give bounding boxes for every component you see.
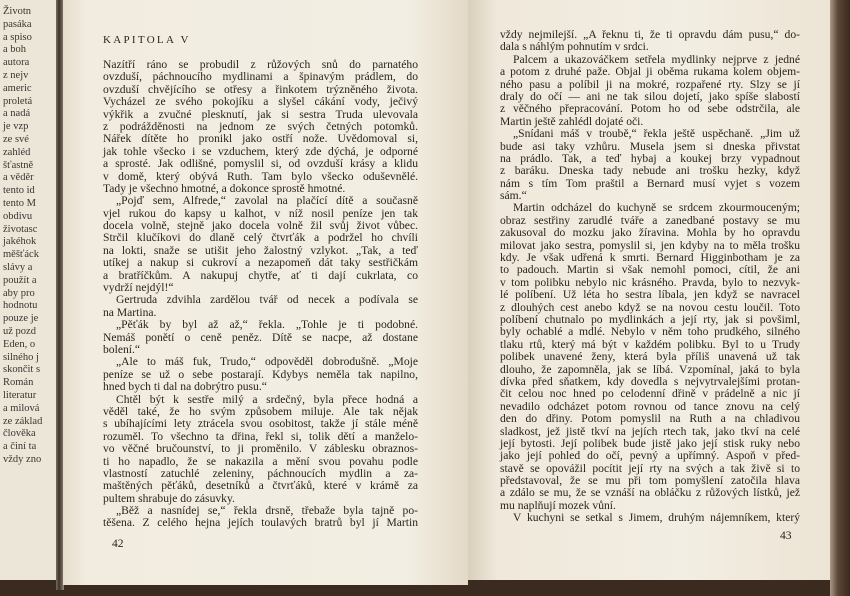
right-page xyxy=(468,0,830,580)
flap-text-line: obdivu xyxy=(3,210,33,222)
flap-text-line: jakéhok xyxy=(3,236,37,248)
text-line: představoval, že se mu při tom pomyšlení zatočila hlava xyxy=(500,474,800,488)
text-line: den do dřiny. Potom pomyslil na Ruth a na chladivou xyxy=(500,412,800,426)
text-line: rozuměl. To všechno ta dřina, řekl si, tolik dětí a manželo- xyxy=(103,429,418,443)
flap-text-line: šťastně xyxy=(3,159,34,171)
text-line: a zdálo se mu, že se vznáší na obláčku z růžových lístků, jež xyxy=(500,486,800,500)
paragraph xyxy=(103,195,418,294)
left-page-text xyxy=(103,59,418,530)
chapter-heading: KAPITOLA V xyxy=(103,34,191,46)
flap-text-line: Román xyxy=(3,377,34,389)
flap-text-line: ze základ xyxy=(3,415,43,427)
text-line: z podrážděnosti na jednom ze svých četných potomků. xyxy=(103,119,418,133)
text-line: s ubíhajícími lety ztrácela svou osobitost, takže jí stále méně xyxy=(103,417,418,431)
text-line: na prádlo. Tak, a teď hybaj a koukej brzy vypadnout xyxy=(500,151,800,165)
flap-text-line: už pozd xyxy=(3,326,36,337)
flap-text-line: a milová xyxy=(3,402,40,414)
text-line: věděl také, že ho svým způsobem miluje. Ale tak nějak xyxy=(103,404,418,418)
text-line: Nazítří ráno se probudil z růžových snů do parnatého xyxy=(103,58,418,71)
flap-text-line: slávy a xyxy=(3,262,33,273)
paragraph xyxy=(103,59,418,195)
paragraph xyxy=(500,128,800,202)
text-line: výkřik a zvučné plesknutí, jak si sestra Truda ulevovala xyxy=(103,107,418,121)
text-line: peníze se už o sebe postarají. Kdybys neměla tak napilno, xyxy=(103,367,418,381)
paragraph xyxy=(103,394,418,506)
text-line: čit celou noc hned po celodenní dřině v prádelně a nic jí xyxy=(500,387,800,401)
flap-text-line: literatur xyxy=(3,390,37,401)
text-line: ovzduší chvějícího se otřesy a řinkotem trýzněného života. xyxy=(103,82,418,96)
text-line: ného pasu a políbil ji na mokré, rozpařené rty. Slzy se jí xyxy=(500,77,800,91)
flap-text-line: proletá xyxy=(3,95,33,107)
text-line: dala s náhlým pohnutím v srdci. xyxy=(500,40,649,54)
text-line: vždy nejmilejší. „A řeknu ti, že ti opravdu dám pusu,“ do- xyxy=(500,28,800,41)
book-cover-edge xyxy=(830,0,850,596)
text-line: Martin ještě zahlédl dojaté oči. xyxy=(500,114,644,128)
paragraph xyxy=(500,512,800,524)
flap-text-line: aby pro xyxy=(3,287,35,299)
text-line: vydrží nejdýl!“ xyxy=(103,281,174,295)
text-line: mu naplňují mozek vůní. xyxy=(500,498,616,512)
flap-text-line: a spiso xyxy=(3,31,32,43)
text-line: bude asi taky vzhůru. Musela jsem si dneska přivstat xyxy=(500,139,800,153)
text-line: Strčil klučíkovi do dlaně celý čtvrťák a podržel ho chvíli xyxy=(103,231,418,245)
flap-text-line: skončit s xyxy=(3,364,41,376)
left-page xyxy=(63,0,468,585)
text-line: nám s tím Tom praštil a Bernard musí vyjet s vozem xyxy=(500,176,800,190)
text-line: vjel rukou do kapsy u kalhot, v níž nosil peníze jen tak xyxy=(103,206,418,220)
page-number-left: 42 xyxy=(112,537,124,550)
text-line: Nemáš ponětí o ceně peněz. Dítě se nacpe, až dostane xyxy=(103,330,418,344)
text-line: ovzduší, páchnoucího mydlinami a špinavým prádlem, do xyxy=(103,70,418,84)
text-line: nevadilo odcházet potom rovnou od tance znovu na celý xyxy=(500,399,800,413)
text-line: obraz sestřiny zarudlé tváře a zanedbané postavy se mu xyxy=(500,213,800,227)
flap-text-line: pasáka xyxy=(3,18,32,30)
text-line: ti ho napadlo, že se nakazila a mění svou povahu podle xyxy=(103,454,418,468)
flap-text-line: tento id xyxy=(3,185,35,197)
flap-text-line: silného j xyxy=(3,351,39,363)
text-line: to padouch. Martin si však nemohl pomoci, cítil, že ani xyxy=(500,263,800,277)
flap-text-line: životasc xyxy=(3,223,38,235)
text-line: tlaku rtů, který má být v každém polibku. Byl to u Trudy xyxy=(500,337,800,351)
paragraph xyxy=(103,505,418,530)
text-line: „Pěťák by byl až až,“ řekla. „Tohle je ti podobné. xyxy=(116,318,418,332)
flap-text-line: autora xyxy=(3,57,30,69)
flap-text-line: americ xyxy=(3,82,32,94)
flap-text-line: ze své xyxy=(3,134,29,145)
text-line: na Martina. xyxy=(103,305,157,319)
paragraph xyxy=(103,356,418,393)
text-line: Palcem a ukazováčkem setřela mydlinky nejprve z jedné xyxy=(513,52,800,66)
text-line: z věčného přepracování. Potom ho od sebe odstrčila, ale xyxy=(500,102,800,116)
flap-text-line: Eden, o xyxy=(3,338,36,350)
flap-text-line: vždy zno xyxy=(3,454,42,465)
paragraph xyxy=(103,319,418,356)
text-line: dlouho, že zapomněla, jak se líbá. Vzpomínal, jaká to byla xyxy=(500,362,800,376)
flap-text-line: je vzp xyxy=(3,121,29,133)
text-line: z dlouhých cest anebo když se na novou cestu loučil. Toto xyxy=(500,300,800,314)
flap-text-line: tento M xyxy=(3,198,36,209)
text-line: a potom z druhé paže. Objal ji oběma rukama kolem objem- xyxy=(500,65,800,79)
text-line: Nářek dítěte ho pronikl jako ostří nože. Uvědomoval si, xyxy=(103,132,418,146)
text-line: milovat jako sestra, pomyslil si, jen kdyby na to měla trošku xyxy=(500,238,800,252)
paragraph xyxy=(500,202,800,512)
text-line: a sprosté. Jak odlišné, pomyslil si, od ovzduší krásy a klidu xyxy=(103,157,418,171)
flap-text-line: použít a xyxy=(3,274,37,286)
text-line: „Pojď sem, Alfrede,“ zavolal na plačící dítě a současně xyxy=(116,194,418,208)
text-line: V kuchyni se setkal s Jimem, druhým nájemníkem, který xyxy=(513,511,800,525)
adjacent-page-flap xyxy=(0,0,60,580)
text-line: utíkej a nakup si cukroví a nezapomeň dát taky sestřičkám xyxy=(103,256,418,270)
flap-text-line: měšťáck xyxy=(3,249,39,261)
text-line: políbení chutnalo po mydlinkách a její rty, jak si povšiml, xyxy=(500,312,800,326)
text-line: „Snídani máš v troubě,“ řekla ještě uspěchaně. „Jim už xyxy=(513,127,800,141)
text-line: Vycházel ze svého pokojíku a slyšel cákání vody, ječivý xyxy=(103,95,418,109)
text-line: Tady je všechno hmotné, a dokonce sprostě hmotné. xyxy=(103,181,346,195)
text-line: „Běž a nasnídej se,“ řekla drsně, třebaže byla tajně po- xyxy=(116,504,418,518)
right-page-text xyxy=(500,29,800,525)
text-line: její bytosti. Její polibek bude jistě jako její stisk ruky nebo xyxy=(500,436,800,450)
text-line: sladkost, jež jistě tkví na jejích rtech tak, jako tkví na celé xyxy=(500,424,800,438)
text-line: pultem shrabuje do zásuvky. xyxy=(103,491,235,505)
text-line: v tom polibku nebylo nic krásného. Pravda, bylo to nezvyk- xyxy=(500,275,800,289)
flap-text-line: a činí ta xyxy=(3,441,37,453)
text-line: draly do očí — ani ne tak silou dojetí, jako spíše slabostí xyxy=(500,89,800,103)
flap-text-line: a boh xyxy=(3,44,27,56)
page-number-right: 43 xyxy=(780,529,792,542)
flap-text-line: z nejv xyxy=(3,70,29,81)
text-line: polibek unavené ženy, která byla příliš unavená už tak xyxy=(500,350,800,364)
text-line: maštěných pěťáků, desetníků a čtvrťáků, které v krámě za xyxy=(103,479,418,493)
flap-text-line: zahléd xyxy=(3,146,31,158)
text-line: Gertruda zdvihla zardělou tvář od necek a podívala se xyxy=(116,293,418,307)
paragraph xyxy=(103,294,418,319)
text-line: stavě se opovážil pocítit její rty na svých a tak živě si to xyxy=(500,461,800,475)
paragraph xyxy=(500,29,800,54)
flap-text-line: a nadá xyxy=(3,108,31,120)
text-line: a bratříčkům. A nakupuj chytře, ať ti dají cukrlata, co xyxy=(103,268,418,282)
flap-text-line: člověka xyxy=(3,428,36,440)
text-line: jak tohle všecko i se vzduchem, který zde dýchá, je odporné xyxy=(103,144,418,158)
text-line: sám.“ xyxy=(500,189,527,203)
text-line: v domě, který obývá Ruth. Tam bylo všecko oduševnělé. xyxy=(103,169,418,183)
text-line: zakusoval do mozku jako žíravina. Mohla by ho opravdu xyxy=(500,226,800,240)
text-line: na lokti, snaže se utišit jeho žalostný vzlykot. „Tak, a teď xyxy=(103,243,418,257)
text-line: lé políbení. Už léta ho sestra líbala, jen když se navracel xyxy=(500,288,800,302)
text-line: těšena. Z celého hejna jejích toulavých bratrů byl jí Martin xyxy=(103,516,418,530)
text-line: vo věčné bručounství, to ji proměnilo. V záblesku obraznos- xyxy=(103,442,418,456)
paragraph xyxy=(500,54,800,128)
flap-text-line: pouze je xyxy=(3,313,39,325)
text-line: bolení.“ xyxy=(103,342,141,356)
text-line: Chtěl být k sestře milý a srdečný, byla přece hodná a xyxy=(116,392,418,406)
text-line: Martin odcházel do kuchyně se srdcem zkourmouceným; xyxy=(513,201,800,215)
flap-text-line: Životn xyxy=(3,6,31,17)
text-line: kdy. Je však udřená k smrti. Bernard Higginbotham je za xyxy=(500,251,800,265)
text-line: dívka před sňatkem, kdy dovedla s nejvytrvalejšími protan- xyxy=(500,374,800,388)
text-line: z baráku. Dneska tady nebude ani trošku hezky, když xyxy=(500,164,800,178)
flap-text-line: hodnotu xyxy=(3,300,38,312)
text-line: jako její pohled do očí, pevný a upřímný. Aspoň v před- xyxy=(500,449,800,463)
text-line: vlastností zatuchlé zeleniny, páchnoucích mydlin a za- xyxy=(103,466,418,480)
text-line: „Ale to máš fuk, Trudo,“ odpověděl dobrodušně. „Moje xyxy=(116,355,418,369)
text-line: docela volně, stejně jako docela volně žil svůj život vůbec. xyxy=(103,219,418,233)
text-line: byly ochablé a mdlé. Nebylo v něm toho prudkého, silného xyxy=(500,325,800,339)
flap-text-line: a věděr xyxy=(3,172,34,184)
text-line: hned bych ti dal na dobrýtro pusu.“ xyxy=(103,380,267,394)
